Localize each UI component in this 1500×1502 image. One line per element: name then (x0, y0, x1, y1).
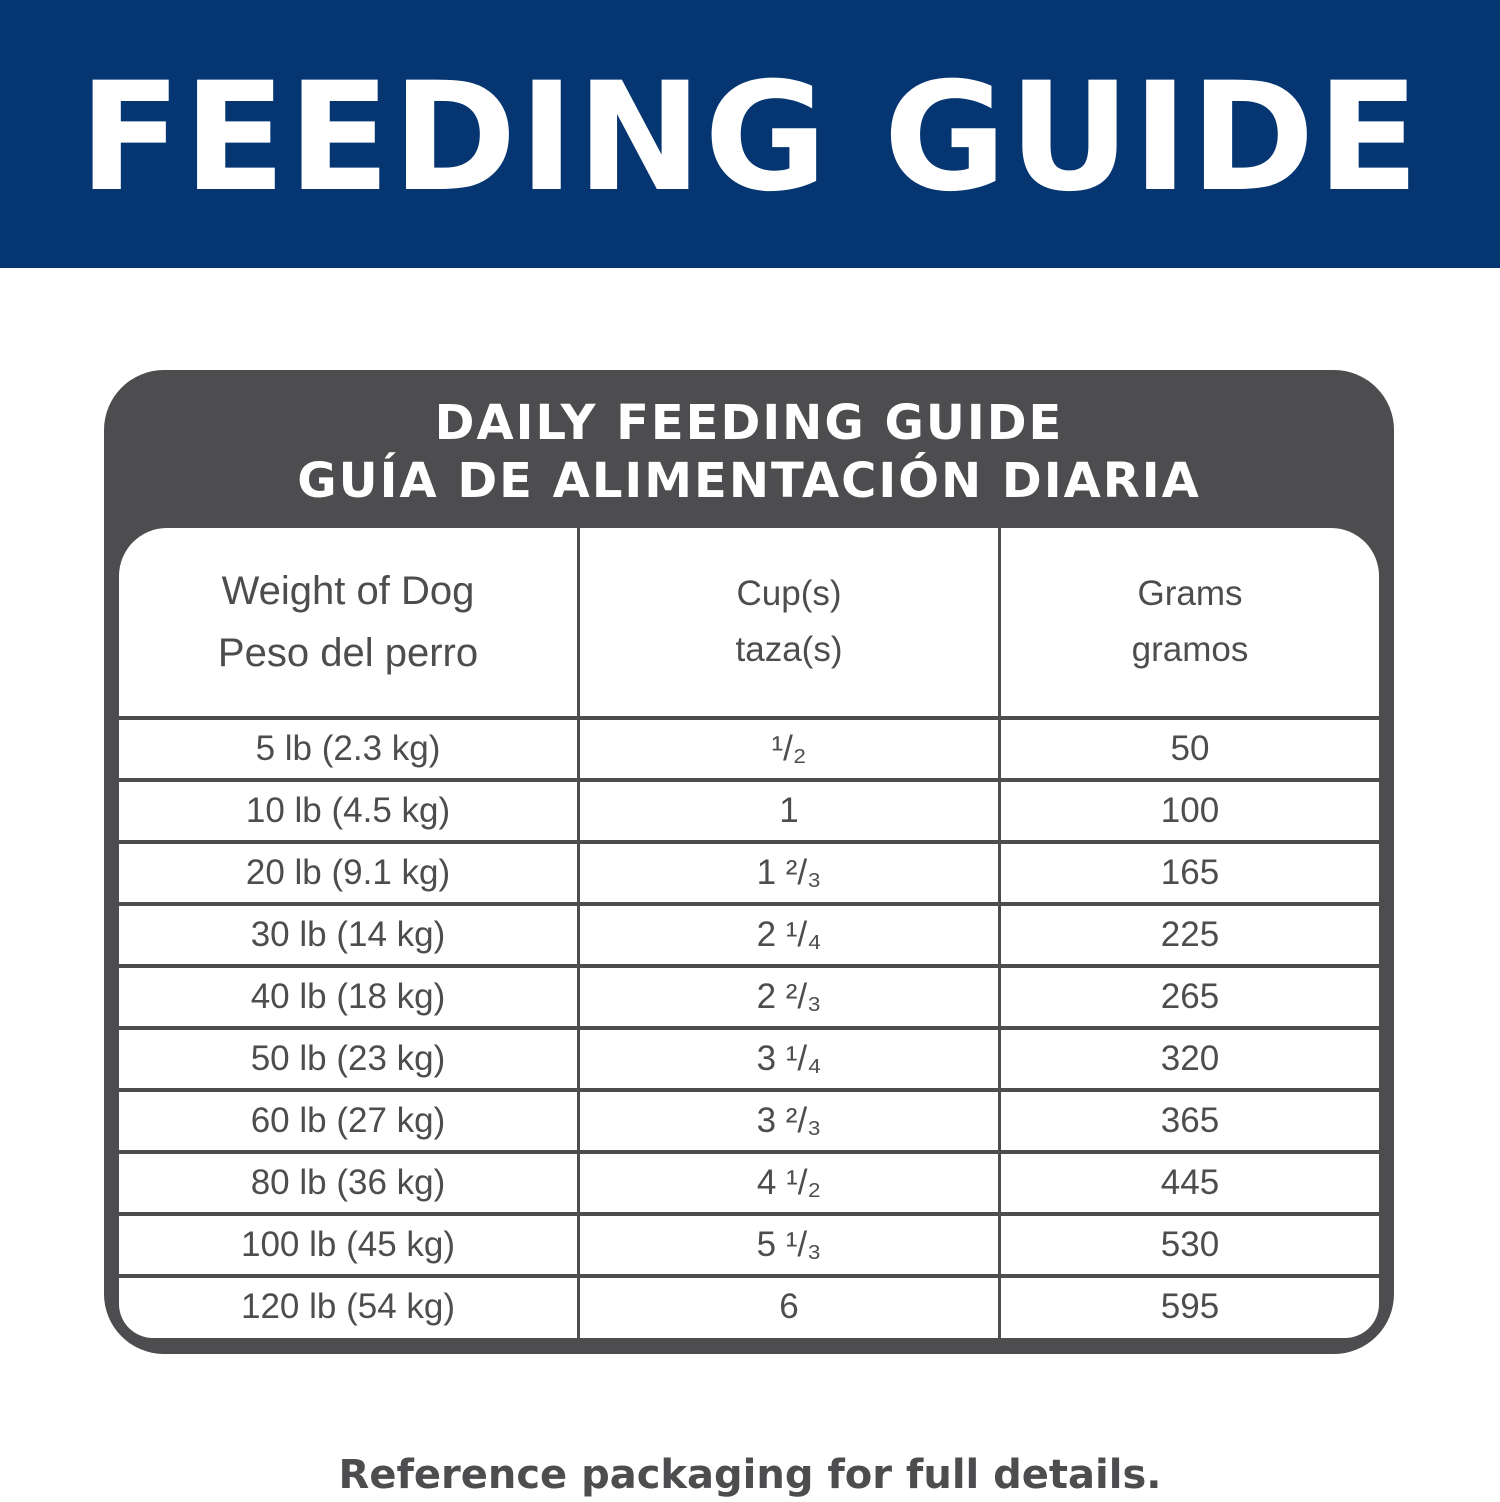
weight-cell: 30 lb (14 kg) (250, 915, 446, 954)
grams-cell: 595 (1160, 1287, 1220, 1326)
header-weight-en: Weight of Dog (221, 569, 475, 613)
table-row (119, 1278, 1379, 1336)
header-grams (1001, 528, 1379, 716)
header-weight (119, 528, 577, 716)
grams-cell: 365 (1160, 1101, 1220, 1140)
card-title (104, 394, 1394, 510)
table-row (119, 1092, 1379, 1150)
grams-cell: 225 (1160, 915, 1220, 954)
card-title-english: DAILY FEEDING GUIDE (434, 395, 1064, 451)
table-row (119, 1030, 1379, 1088)
feeding-table (119, 528, 1379, 1338)
cups-cell: 4 ¹/₂ (756, 1163, 822, 1202)
feeding-guide-card (104, 370, 1394, 1354)
header-grams-es: gramos (1131, 630, 1249, 669)
table-row (119, 782, 1379, 840)
cups-cell: ¹/₂ (771, 729, 807, 768)
weight-cell: 5 lb (2.3 kg) (255, 729, 441, 768)
table-row (119, 968, 1379, 1026)
cups-cell: 1 (779, 791, 799, 830)
header-cups (580, 528, 998, 716)
weight-cell: 10 lb (4.5 kg) (245, 791, 451, 830)
header-grams-en: Grams (1137, 574, 1243, 613)
grams-cell: 100 (1160, 791, 1220, 830)
table-row (119, 906, 1379, 964)
cups-cell: 2 ²/₃ (756, 977, 822, 1016)
table-row (119, 1154, 1379, 1212)
cups-cell: 6 (779, 1287, 799, 1326)
cups-cell: 5 ¹/₃ (756, 1225, 822, 1264)
header-banner (0, 0, 1500, 268)
footer-note: Reference packaging for full details. (338, 1452, 1162, 1498)
weight-cell: 80 lb (36 kg) (250, 1163, 446, 1202)
header-cups-es: taza(s) (735, 630, 843, 669)
weight-cell: 100 lb (45 kg) (240, 1225, 456, 1264)
table-row (119, 1216, 1379, 1274)
grams-cell: 265 (1160, 977, 1220, 1016)
table-row (119, 720, 1379, 778)
weight-cell: 120 lb (54 kg) (240, 1287, 456, 1326)
grams-cell: 445 (1160, 1163, 1220, 1202)
weight-cell: 60 lb (27 kg) (250, 1101, 446, 1140)
weight-cell: 50 lb (23 kg) (250, 1039, 446, 1078)
grams-cell: 165 (1160, 853, 1220, 892)
header-weight-es: Peso del perro (217, 631, 479, 675)
weight-cell: 40 lb (18 kg) (250, 977, 446, 1016)
cups-cell: 2 ¹/₄ (756, 915, 822, 954)
weight-cell: 20 lb (9.1 kg) (245, 853, 451, 892)
header-cups-en: Cup(s) (736, 574, 842, 613)
cups-cell: 3 ²/₃ (756, 1101, 822, 1140)
table-row (119, 844, 1379, 902)
card-title-spanish: GUÍA DE ALIMENTACIÓN DIARIA (297, 453, 1201, 509)
grams-cell: 50 (1170, 729, 1210, 768)
cups-cell: 1 ²/₃ (756, 853, 822, 892)
table-header-row (119, 528, 1379, 716)
grams-cell: 320 (1160, 1039, 1220, 1078)
grams-cell: 530 (1160, 1225, 1220, 1264)
page-title: FEEDING GUIDE (78, 51, 1422, 225)
cups-cell: 3 ¹/₄ (756, 1039, 822, 1078)
